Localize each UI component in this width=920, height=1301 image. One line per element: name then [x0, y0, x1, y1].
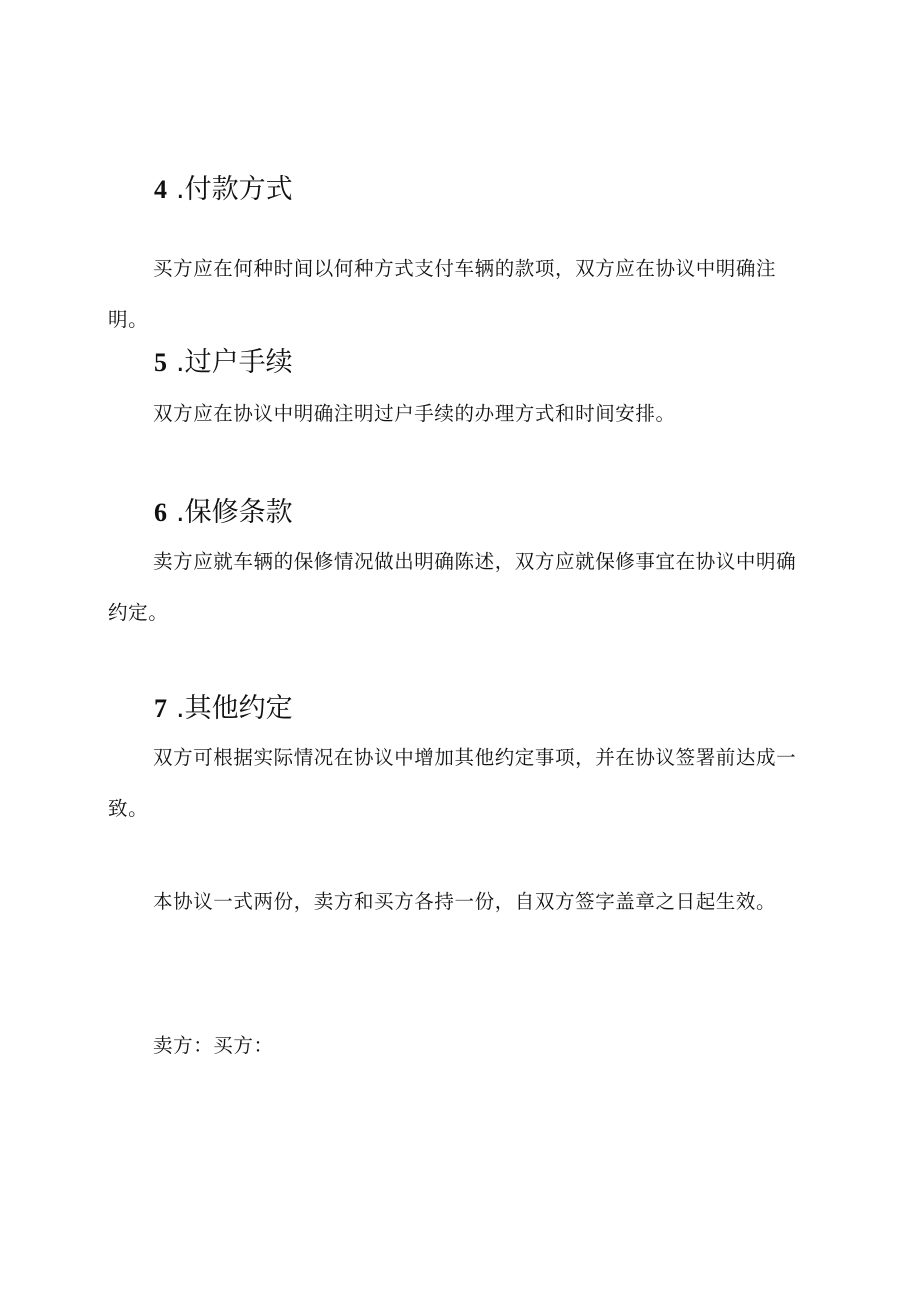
section-heading-6	[154, 496, 293, 530]
section-body-7: 双方可根据实际情况在协议中增加其他约定事项，并在协议签署前达成一致。	[108, 746, 797, 820]
section-heading-5	[154, 346, 293, 380]
signature-line: 卖方：买方：	[153, 1034, 274, 1057]
section-title: .保修条款	[176, 497, 293, 528]
section-body-5: 双方应在协议中明确注明过户手续的办理方式和时间安排。	[153, 402, 676, 425]
section-heading-7	[154, 692, 293, 726]
section-number: 6	[154, 498, 167, 527]
section-number: 4	[154, 175, 167, 204]
section-number: 7	[154, 694, 167, 723]
section-heading-4	[154, 173, 293, 207]
closing-paragraph: 本协议一式两份，卖方和买方各持一份，自双方签字盖章之日起生效。	[153, 890, 777, 913]
section-title: .过户手续	[176, 347, 293, 378]
section-body-4: 买方应在何种时间以何种方式支付车辆的款项，双方应在协议中明确注明。	[108, 257, 777, 331]
section-body-6: 卖方应就车辆的保修情况做出明确陈述，双方应就保修事宜在协议中明确约定。	[108, 550, 797, 624]
section-title: .其他约定	[176, 693, 293, 724]
section-title: .付款方式	[176, 174, 293, 205]
section-number: 5	[154, 348, 167, 377]
